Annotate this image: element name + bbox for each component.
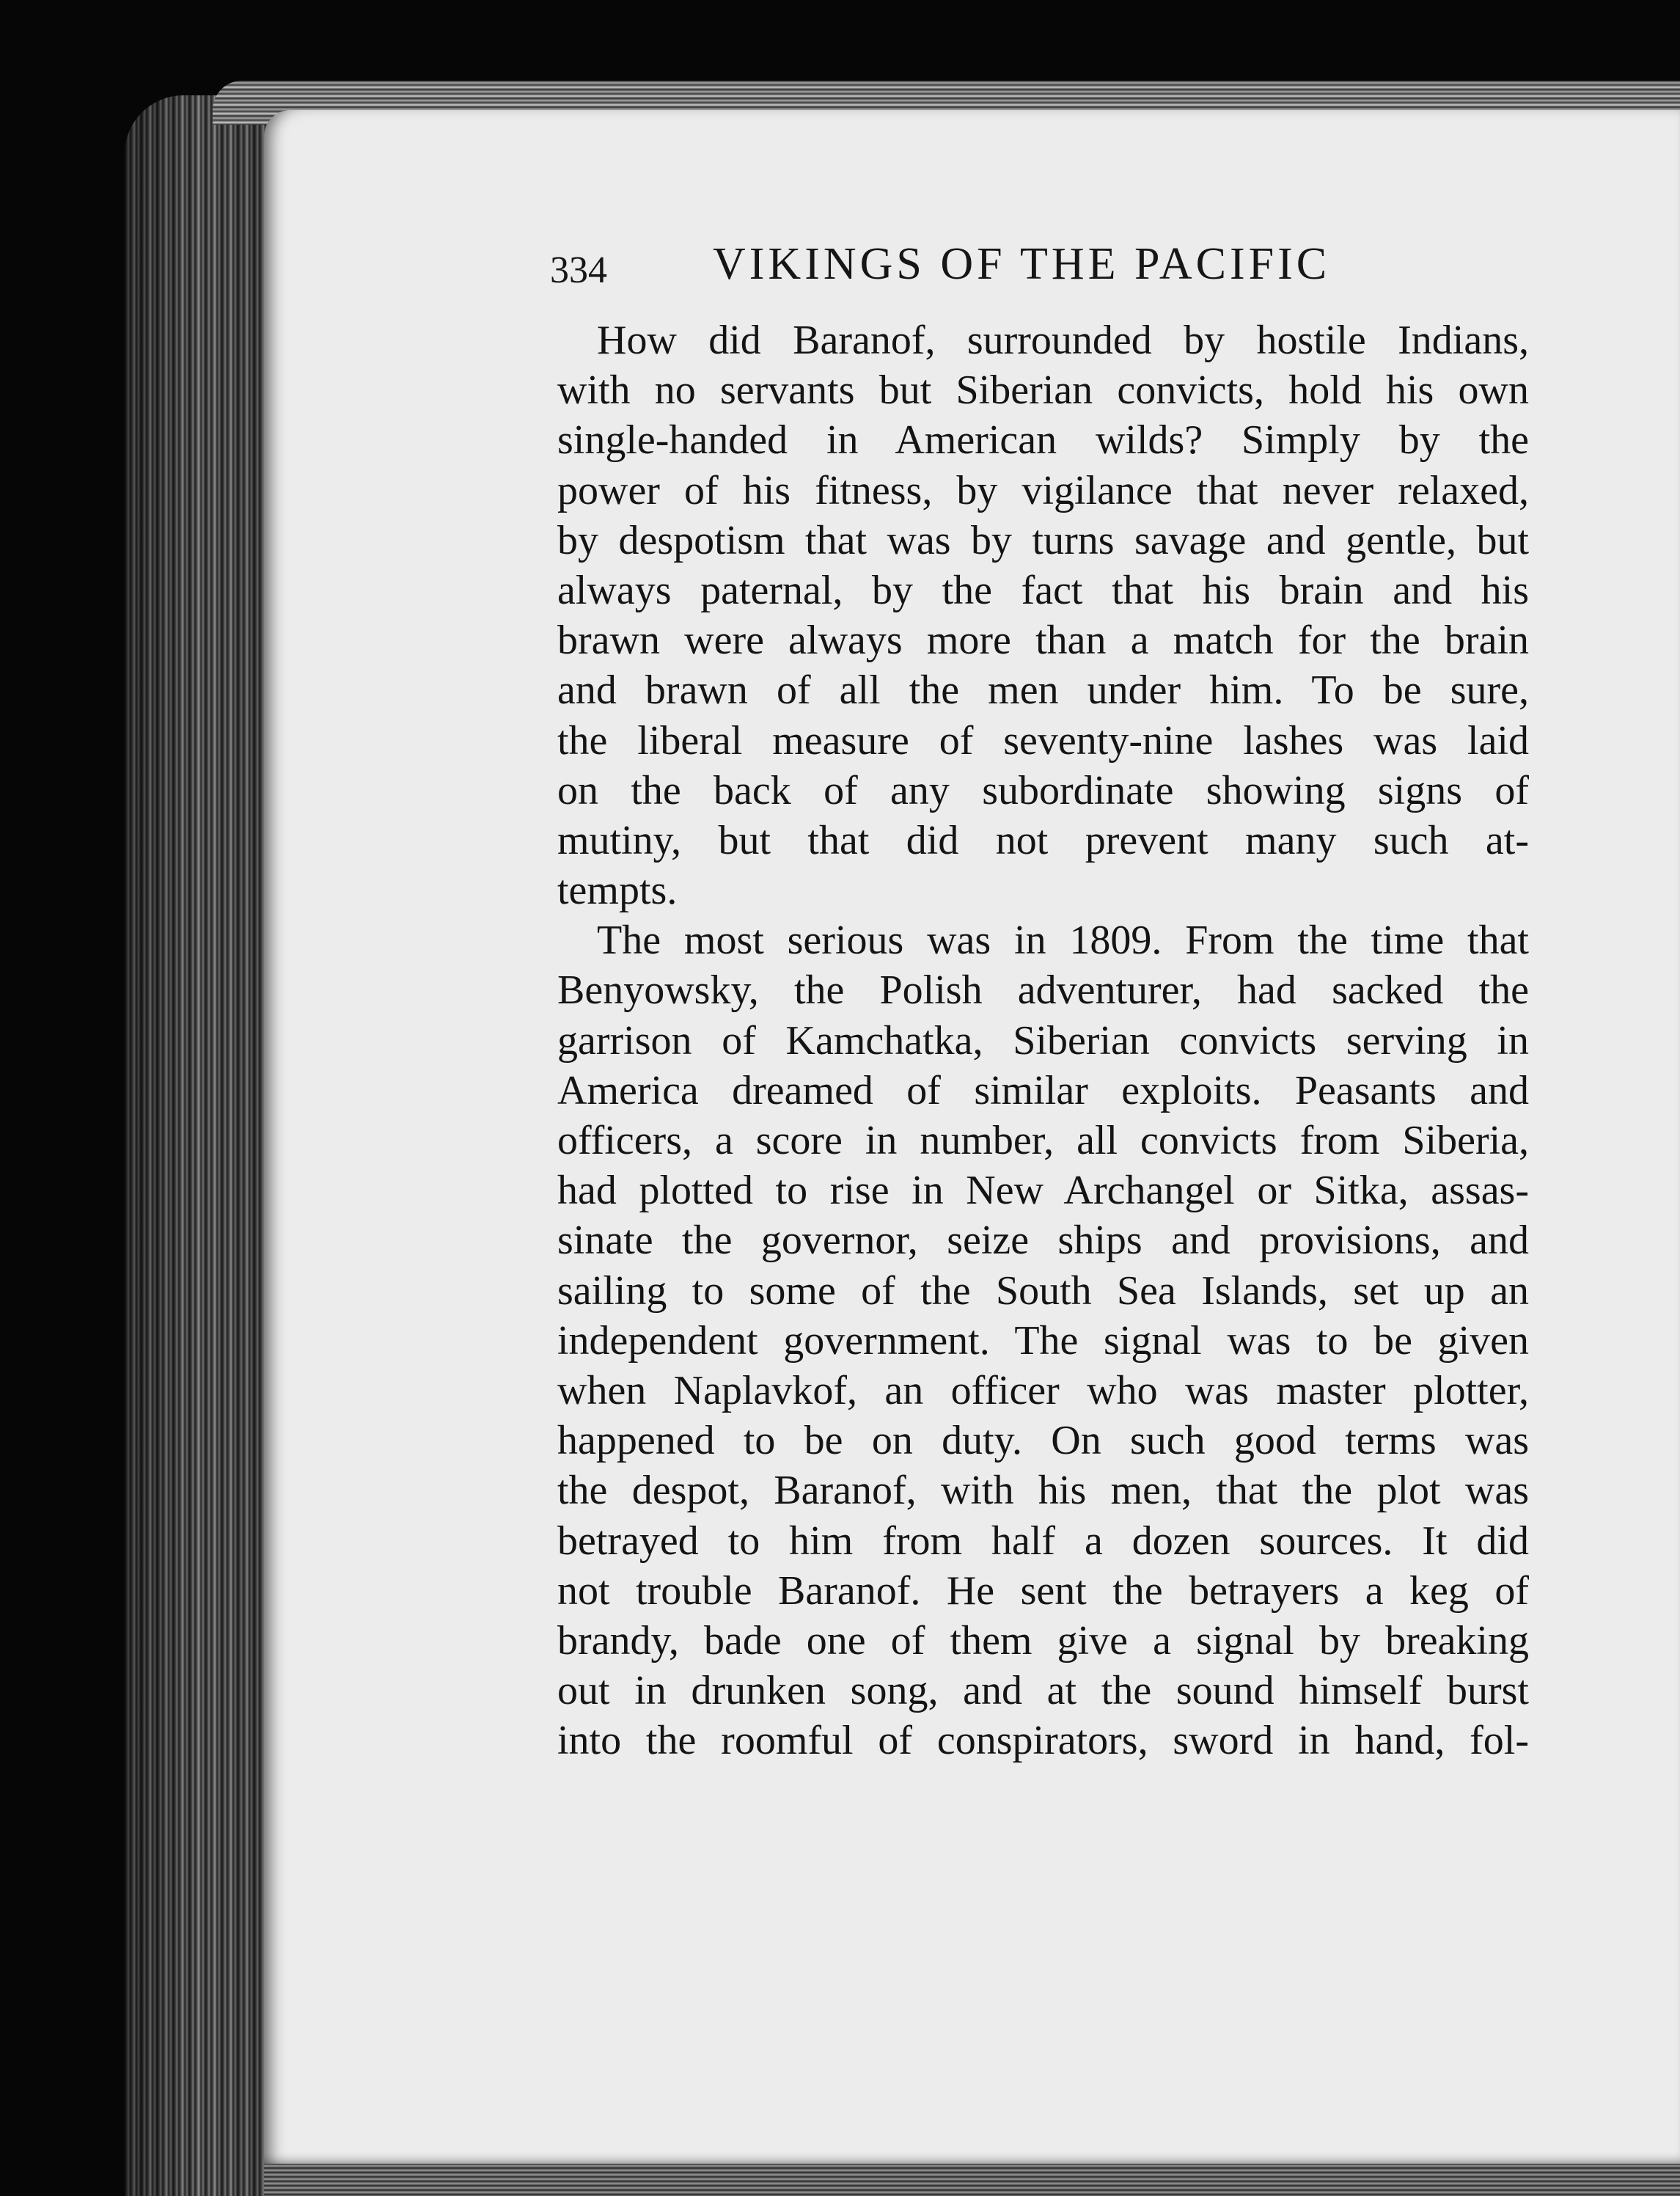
text-line: not trouble Baranof. He sent the betrayers a keg of [557,1567,1529,1614]
text-line: Benyowsky, the Polish adventurer, had sacked the [557,967,1529,1014]
body-text [557,315,1529,1765]
text-line: brandy, bade one of them give a signal by breaking [557,1617,1529,1664]
text-line: officers, a score in number, all convicts from Siberia, [557,1118,1529,1163]
text-line: on the back of any subordinate showing signs of [557,767,1529,813]
text-line: betrayed to him from half a dozen sources. It did [557,1518,1529,1564]
text-line: out in drunken song, and at the sound himself burst [557,1668,1529,1714]
text-line: How did Baranof, surrounded by hostile Indians, [597,318,1529,363]
text-line: sinate the governor, seize ships and provisions, and [557,1218,1529,1264]
text-line: sailing to some of the South Sea Islands, set up an [557,1267,1529,1314]
text-line: when Naplavkof, an officer who was master plotter, [557,1367,1529,1413]
text-line: The most serious was in 1809. From the time that [597,918,1529,964]
page-number: 334 [550,249,607,291]
text-line: with no servants but Siberian convicts, hold his own [557,367,1529,414]
text-line: by despotism that was by turns savage and gentle, but [557,517,1529,563]
text-line: and brawn of all the men under him. To be sure, [557,667,1529,714]
text-line: brawn were always more than a match for the brain [557,618,1529,664]
text-line: garrison of Kamchatka, Siberian convicts serving in [557,1017,1529,1064]
text-line: independent government. The signal was to be given [557,1317,1529,1364]
text-line: always paternal, by the fact that his brain and his [557,567,1529,613]
text-line: single-handed in American wilds? Simply by the [557,417,1529,464]
text-line: America dreamed of similar exploits. Peasants and [557,1067,1529,1113]
text-line: mutiny, but that did not prevent many such at- [557,817,1529,863]
text-line: happened to be on duty. On such good terms was [557,1418,1529,1464]
text-line: into the roomful of conspirators, sword in hand, fol- [557,1718,1529,1764]
text-line: had plotted to rise in New Archangel or Sitka, assas- [557,1168,1529,1214]
text-line: the liberal measure of seventy-nine lashes was laid [557,717,1529,764]
text-line: power of his fitness, by vigilance that never relaxed, [557,467,1529,513]
text-line: the despot, Baranof, with his men, that the plot was [557,1468,1529,1514]
running-title: VIKINGS OF THE PACIFIC [713,239,1331,289]
text-line: tempts. [557,868,678,914]
bottom-page-edge [264,2164,1680,2196]
running-head [550,238,1577,297]
